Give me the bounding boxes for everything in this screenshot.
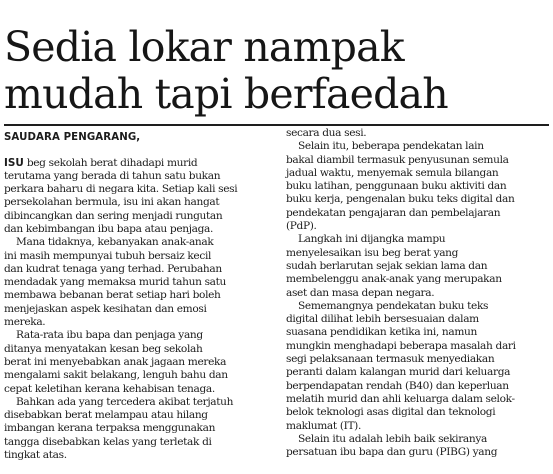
article-paragraph [286,127,548,140]
article-paragraph [286,233,548,299]
article-text-line: disebabkan berat melampau atau hilang [4,409,208,422]
lead-in-word: ISU [4,156,24,169]
article-headline [4,24,549,118]
article-text-line: Mana tidaknya, kebanyakan anak-anak [16,236,214,249]
article-text-line: suasana pendidikan ketika ini, namun [286,326,477,339]
headline-divider [4,124,549,126]
article-text-line: ditanya menyatakan kesan beg sekolah [4,342,203,355]
article-text-line: dan kebimbangan ibu bapa atau penjaga. [4,222,214,235]
article-byline: SAUDARA PENGARANG, [4,132,141,143]
article-paragraph [4,236,272,329]
article-text-line: Langkah ini dijangka mampu [298,233,446,246]
article-text-line: secara dua sesi. [286,127,367,139]
article-text-line: berat ini menyebabkan anak jagaan mereka [4,355,227,368]
article-column-left [4,131,272,462]
article-text-line: pendekatan pengajaran dan pembelajaran [286,206,501,219]
article-text-line: (PdP). [286,220,317,233]
article-text-line: Rata-rata ibu bapa dan penjaga yang [16,329,203,342]
right-column-body [286,127,548,459]
article-text-line [4,157,272,170]
article-text-line: mendadak yang memaksa murid tahun satu [4,276,227,289]
article-text-line: tangga disebabkan kelas yang terletak di [4,435,212,448]
article-text-line: segi pelaksanaan termasuk menyediakan [286,353,495,366]
article-text-line: imbangan kerana terpaksa menggunakan [4,422,216,435]
article-text-line: persekolahan bermula, isu ini akan hangat [4,196,220,209]
article-text-line: belok teknologi asas digital dan teknologi [286,406,496,419]
article-text-line: berpendapatan rendah (B40) dan keperluan [286,379,509,392]
article-paragraph [286,300,548,433]
article-paragraph [4,157,272,237]
article-text-line: menyelesaikan isu beg berat yang [286,246,459,259]
article-text-line: buku kerja, pengenalan buku teks digital dan [286,193,515,206]
article-text-line: bakal diambil termasuk penyusunan semula [286,153,509,166]
headline-line: mudah tapi berfaedah [4,70,448,118]
article-text-line: dibincangkan dan sering menjadi rungutan [4,209,223,222]
article-text-line: maklumat (IT). [286,419,361,432]
article-text-line: sudah berlarutan sejak sekian lama dan [286,259,488,272]
article-text-line: membawa bebanan berat setiap hari boleh [4,289,221,302]
article-text-line: perkara baharu di negara kita. Setiap kali sesi [4,183,238,196]
article-text-line: menjejaskan aspek kesihatan dan emosi [4,302,207,315]
article-text-line: Sememangnya pendekatan buku teks [298,299,489,312]
article-text-line: tingkat atas. [4,449,67,462]
article-text-line: aset dan masa depan negara. [286,286,435,299]
article-text-line: cepat keletihan kerana kehabisan tenaga. [4,382,215,395]
article-paragraph [4,329,272,395]
article-text-line: ini masih mempunyai tubuh bersaiz kecil [4,249,212,262]
article-text-line: Bahkan ada yang tercedera akibat terjatuh [16,395,234,408]
article-paragraph [4,396,272,462]
article-text-line: membelenggu anak-anak yang merupakan [286,273,502,286]
article-text-line: melatih murid dan ahli keluarga dalam selok- [286,392,515,405]
article-paragraph [286,433,548,460]
article-text-fragment: beg sekolah berat dihadapi murid [23,156,198,169]
article-text-line: persatuan ibu bapa dan guru (PIBG) yang [286,446,498,459]
article-text-line: mungkin menghadapi beberapa masalah dari [286,339,516,352]
article-text-line: mereka. [4,316,46,329]
article-text-line: buku latihan, penggunaan buku aktiviti dan [286,180,507,193]
headline-line: Sedia lokar nampak [4,23,404,71]
article-text-line: peranti dalam kalangan murid dari keluarga [286,366,511,379]
article-text-line: Selain itu, beberapa pendekatan lain [298,140,484,153]
article-column-right [286,127,548,459]
article-text-line: mengalami sakit belakang, lenguh bahu dan [4,369,228,382]
article-text-line: jadual waktu, menyemak semula bilangan [286,166,499,179]
article-text-line: terutama yang berada di tahun satu bukan [4,169,221,182]
article-text-line: dan kudrat tenaga yang terhad. Perubahan [4,262,222,275]
article-text-line: Selain itu adalah lebih baik sekiranya [298,432,487,445]
article-paragraph [286,140,548,233]
left-column-body [4,157,272,463]
article-text-line: digital dilihat lebih bersesuaian dalam [286,313,479,326]
